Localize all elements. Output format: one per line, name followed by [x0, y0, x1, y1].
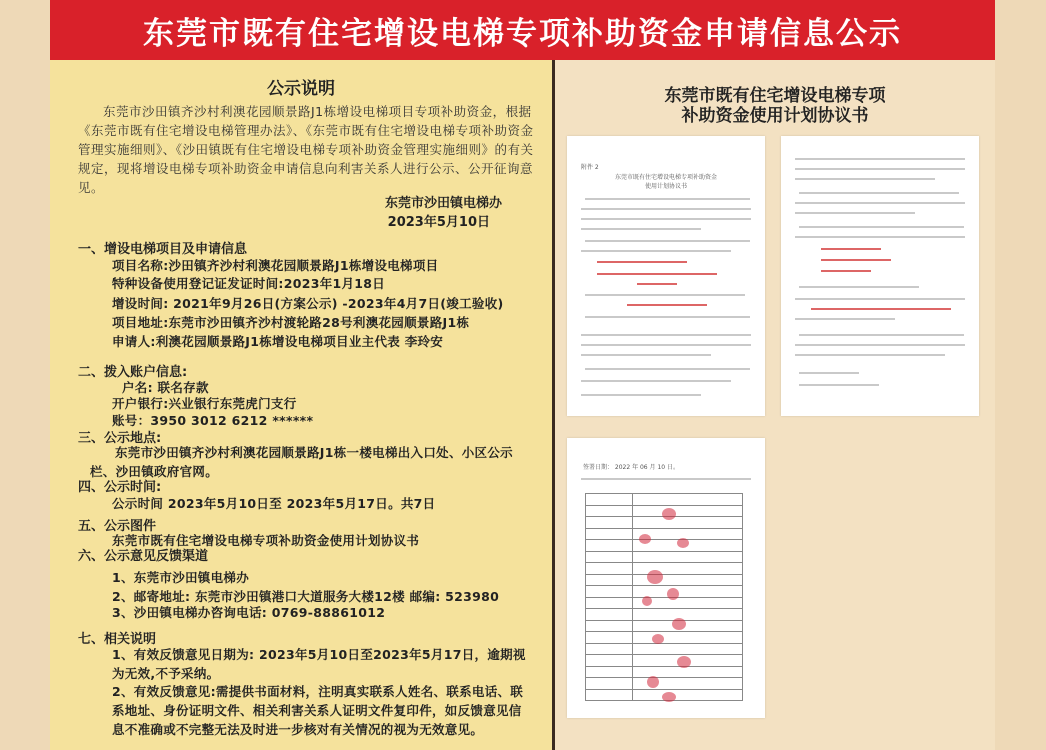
doc-line	[795, 354, 945, 356]
fingerprint-stamp	[662, 508, 676, 520]
doc1-heading-2: 使用计划协议书	[644, 183, 687, 190]
feedback-channel-3: 3、沙田镇电梯办咨询电话: 0769-88861012	[112, 605, 386, 620]
notice-period: 公示时间 2023年5月10日至 2023年5月17日。共7日	[112, 496, 436, 511]
notice-issuer: 东莞市沙田镇电梯办	[384, 196, 502, 211]
fingerprint-stamp	[647, 570, 663, 584]
doc-line	[581, 218, 751, 220]
notice-attachment: 东莞市既有住宅增设电梯专项补助资金使用计划协议书	[112, 533, 420, 548]
notice-panel	[50, 60, 552, 750]
doc1-corner: 附件 2	[581, 164, 599, 171]
note-1: 1、有效反馈意见日期为: 2023年5月10日至2023年5月17日，逾期视为无效,不予采纳。	[112, 647, 526, 681]
doc-line	[581, 478, 751, 480]
agreement-page-1	[567, 136, 765, 416]
fingerprint-stamp	[662, 692, 676, 702]
notice-date: 2023年5月10日	[387, 215, 490, 230]
doc-filled-line	[811, 308, 951, 310]
doc-filled-line	[821, 248, 881, 250]
doc1-heading-1: 东莞市既有住宅增设电梯专项补助资金	[614, 174, 717, 181]
notice-intro: 东莞市沙田镇齐沙村利澳花园顺景路J1栋增设电梯项目专项补助资金，根据《东莞市既有住宅增设电梯管理办法》、《东莞市既有住宅增设电梯专项补助资金管理实施细则》、《沙田镇既有住宅增设电梯专项补助资金管理实施细则》的有关规定，现将增设电梯专项补助资金申请信息向利害关系人进行公示、公开征询意见。	[78, 104, 534, 195]
doc-line	[581, 394, 701, 396]
doc-line	[585, 368, 750, 370]
account-number: 账号：3950 3012 6212 ******	[112, 413, 314, 428]
doc-line	[585, 294, 745, 296]
applicant: 申请人:利澳花园顺景路J1栋增设电梯项目业主代表 李玲安	[112, 334, 444, 349]
agreement-panel	[555, 60, 995, 750]
doc-line	[795, 202, 965, 204]
agreement-title-line2: 补助资金使用计划协议书	[681, 106, 869, 126]
notice-location: 东莞市沙田镇齐沙村利澳花园顺景路J1栋一楼电梯出入口处、小区公示栏、沙田镇政府官网。	[90, 445, 513, 479]
registration-date: 特种设备使用登记证发证时间:2023年1月18日	[112, 276, 386, 291]
feedback-channel-1: 1、东莞市沙田镇电梯办	[112, 570, 249, 585]
doc-line	[799, 372, 859, 374]
doc-line	[581, 250, 731, 252]
doc-line	[795, 298, 965, 300]
doc-line	[585, 240, 750, 242]
doc-filled-line	[597, 261, 687, 263]
doc-line	[795, 158, 965, 160]
section-5-heading: 五、公示图件	[78, 519, 157, 534]
doc-filled-line	[637, 283, 677, 285]
fingerprint-stamp	[639, 534, 651, 544]
doc-line	[799, 384, 879, 386]
doc-line	[581, 344, 751, 346]
banner	[50, 0, 995, 60]
doc-line	[795, 168, 965, 170]
section-7-heading: 七、相关说明	[78, 632, 157, 647]
fingerprint-stamp	[677, 656, 691, 668]
fingerprint-stamp	[642, 596, 652, 606]
doc-filled-line	[627, 304, 707, 306]
doc-filled-line	[597, 273, 717, 275]
doc-line	[799, 226, 964, 228]
section-3-heading: 三、公示地点:	[78, 431, 162, 446]
fingerprint-stamp	[647, 676, 659, 688]
doc-line	[795, 178, 935, 180]
section-1-heading: 一、增设电梯项目及申请信息	[78, 242, 248, 257]
doc-line	[795, 318, 895, 320]
section-4-heading: 四、公示时间:	[78, 480, 162, 495]
project-name: 项目名称:沙田镇齐沙村利澳花园顺景路J1栋增设电梯项目	[112, 258, 439, 273]
notice-title: 公示说明	[267, 79, 335, 99]
agreement-page-2	[781, 136, 979, 416]
doc-line	[799, 286, 919, 288]
project-address: 项目地址:东莞市沙田镇齐沙村渡轮路28号利澳花园顺景路J1栋	[112, 315, 470, 330]
doc-line	[585, 316, 750, 318]
doc-line	[581, 228, 701, 230]
doc-filled-line	[821, 259, 891, 261]
doc-line	[581, 334, 751, 336]
doc-line	[795, 212, 915, 214]
note-2: 2、有效反馈意见:需提供书面材料，注明真实联系人姓名、联系电话、联系地址、身份证明文件、相关利害关系人证明文件复印件，如反馈意见信息不准确或不完整无法及时进一步核对有关情况的视为无效意见。	[112, 684, 524, 737]
fingerprint-stamp	[652, 634, 664, 644]
bank-name: 开户银行:兴业银行东莞虎门支行	[112, 396, 297, 411]
doc-line	[795, 344, 965, 346]
doc-line	[581, 354, 711, 356]
signature-table	[585, 493, 743, 701]
section-2-heading: 二、拨入账户信息:	[78, 365, 188, 380]
agreement-title-line1: 东莞市既有住宅增设电梯专项	[664, 86, 886, 106]
banner-title: 东莞市既有住宅增设电梯专项补助资金申请信息公示	[143, 15, 902, 52]
fingerprint-stamp	[677, 538, 689, 548]
fingerprint-stamp	[667, 588, 679, 600]
doc-line	[799, 334, 964, 336]
fingerprint-stamp	[672, 618, 686, 630]
section-6-heading: 六、公示意见反馈渠道	[78, 549, 209, 564]
doc-filled-line	[821, 270, 871, 272]
doc-line	[585, 198, 750, 200]
doc-line	[581, 380, 731, 382]
doc-line	[581, 208, 751, 210]
doc-line	[795, 236, 965, 238]
agreement-title	[555, 86, 995, 126]
agreement-signature-page	[567, 438, 765, 718]
doc-line	[799, 192, 959, 194]
account-name: 户名: 联名存款	[122, 380, 209, 395]
doc3-date-line: 签署日期： 2022 年 06 月 10 日。	[583, 464, 679, 471]
build-time: 增设时间: 2021年9月26日(方案公示) -2023年4月7日(竣工验收)	[112, 296, 504, 311]
feedback-channel-2: 2、邮寄地址: 东莞市沙田镇港口大道服务大楼12楼 邮编: 523980	[112, 589, 500, 604]
